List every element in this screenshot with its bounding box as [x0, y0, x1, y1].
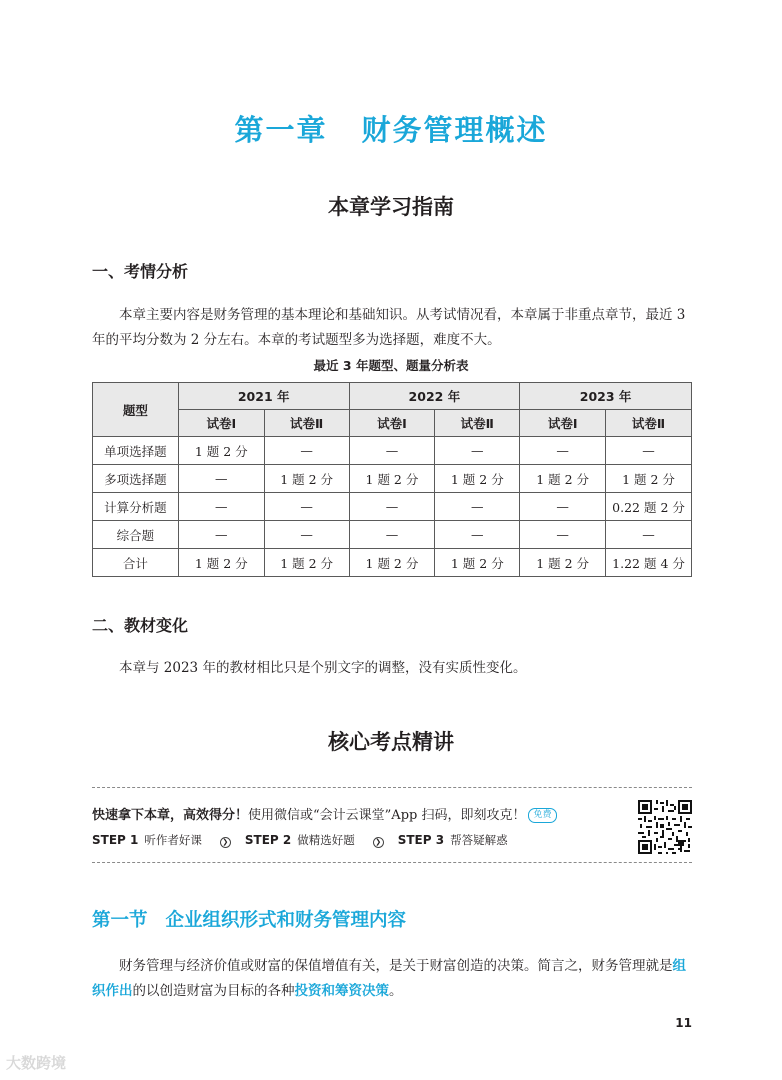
- table-cell: 1.22 题 4 分: [606, 549, 692, 577]
- chapter-name: 财务管理概述: [361, 113, 548, 147]
- table-cell: 1 题 2 分: [606, 465, 692, 493]
- table-cell: 1 题 2 分: [349, 465, 435, 493]
- table-row: [93, 521, 692, 549]
- table-cell: 0.22 题 2 分: [606, 493, 692, 521]
- table-cell: —: [264, 521, 349, 549]
- row-label: 计算分析题: [93, 493, 179, 521]
- table-header-paper: 试卷Ⅰ: [520, 410, 606, 437]
- table-cell: 1 题 2 分: [349, 549, 435, 577]
- table-header-year: 2023 年: [520, 383, 692, 410]
- table-row: [93, 549, 692, 577]
- section-name: 企业组织形式和财务管理内容: [165, 910, 407, 931]
- table-cell: —: [264, 493, 349, 521]
- table-cell: 1 题 2 分: [178, 437, 264, 465]
- table-header-paper: 试卷Ⅱ: [606, 410, 692, 437]
- row-label: 单项选择题: [93, 437, 179, 465]
- section-text: 财务管理与经济价值或财富的保值增值有关，是关于财富创造的决策。简言之，财务管理就是: [119, 958, 673, 974]
- table-header-year: 2021 年: [178, 383, 349, 410]
- table-cell: —: [520, 493, 606, 521]
- table-cell: —: [349, 437, 435, 465]
- table-cell: —: [178, 493, 264, 521]
- table-cell: 1 题 2 分: [520, 465, 606, 493]
- table-cell: —: [349, 493, 435, 521]
- core-points-heading: 核心考点精讲: [328, 730, 454, 754]
- step-label: STEP 2: [244, 833, 292, 847]
- promo-text: 使用微信或“会计云课堂”App 扫码，即刻攻克！: [248, 808, 526, 823]
- qr-code-icon[interactable]: [638, 800, 692, 854]
- table-cell: 1 题 2 分: [264, 465, 349, 493]
- table-cell: —: [520, 437, 606, 465]
- highlight-text: 投资和筹资决策: [294, 983, 389, 999]
- table-header-paper: 试卷Ⅰ: [178, 410, 264, 437]
- table-header-paper: 试卷Ⅱ: [264, 410, 349, 437]
- table-cell: 1 题 2 分: [264, 549, 349, 577]
- table-cell: —: [435, 493, 520, 521]
- table-cell: 1 题 2 分: [520, 549, 606, 577]
- table-header-year: 2022 年: [349, 383, 520, 410]
- step-text: 做精选好题: [297, 833, 355, 847]
- table-cell: —: [520, 521, 606, 549]
- chevron-right-icon: ❯: [373, 837, 384, 848]
- table-cell: —: [606, 521, 692, 549]
- promo-text-line: [92, 804, 557, 823]
- table-cell: —: [606, 437, 692, 465]
- table-header-paper: 试卷Ⅰ: [349, 410, 435, 437]
- page-number: 11: [675, 1016, 692, 1030]
- section-text: 。: [389, 983, 403, 999]
- section-paragraph: [92, 954, 692, 1004]
- table-cell: —: [435, 437, 520, 465]
- step-label: STEP 3: [397, 833, 445, 847]
- table-row: [93, 437, 692, 465]
- section-number: 第一节: [92, 910, 148, 931]
- step-text: 帮答疑解惑: [450, 833, 508, 847]
- chapter-number: 第一章: [234, 113, 328, 147]
- material-change-paragraph: 本章与 2023 年的教材相比只是个别文字的调整，没有实质性变化。: [119, 660, 527, 676]
- promo-steps: [92, 832, 526, 848]
- table-cell: —: [178, 465, 264, 493]
- study-guide-heading: 本章学习指南: [328, 195, 454, 219]
- section-title: [92, 906, 406, 932]
- promo-lead: 快速拿下本章，高效得分！: [92, 808, 249, 823]
- question-analysis-table: [92, 382, 692, 577]
- row-label: 多项选择题: [93, 465, 179, 493]
- table-cell: 1 题 2 分: [435, 549, 520, 577]
- table-cell: 1 题 2 分: [178, 549, 264, 577]
- table-cell: —: [349, 521, 435, 549]
- promo-box: [92, 787, 692, 863]
- material-change-heading: 二、教材变化: [92, 616, 189, 635]
- table-cell: —: [435, 521, 520, 549]
- watermark: 大数跨境: [6, 1054, 67, 1072]
- table-caption: 最近 3 年题型、题量分析表: [313, 358, 469, 373]
- exam-analysis-paragraph: 本章主要内容是财务管理的基本理论和基础知识。从考试情况看，本章属于非重点章节，最近 3 年的平均分数为 2 分左右。本章的考试题型多为选择题，难度不大。: [92, 307, 686, 348]
- table-cell: 1 题 2 分: [435, 465, 520, 493]
- table-header-type: 题型: [93, 383, 179, 437]
- chevron-right-icon: ❯: [220, 837, 231, 848]
- free-badge: 免费: [528, 808, 556, 823]
- step-text: 听作者好课: [144, 833, 202, 847]
- step-label: STEP 1: [92, 833, 139, 847]
- table-header-paper: 试卷Ⅱ: [435, 410, 520, 437]
- table-row: [93, 493, 692, 521]
- row-label: 合计: [93, 549, 179, 577]
- exam-analysis-heading: 一、考情分析: [92, 262, 189, 281]
- highlight-text: 组织作出: [92, 958, 686, 999]
- row-label: 综合题: [93, 521, 179, 549]
- section-text: 的以创造财富为目标的各种: [132, 983, 295, 999]
- table-cell: —: [264, 437, 349, 465]
- table-cell: —: [178, 521, 264, 549]
- table-row: [93, 465, 692, 493]
- chapter-title: [0, 108, 782, 149]
